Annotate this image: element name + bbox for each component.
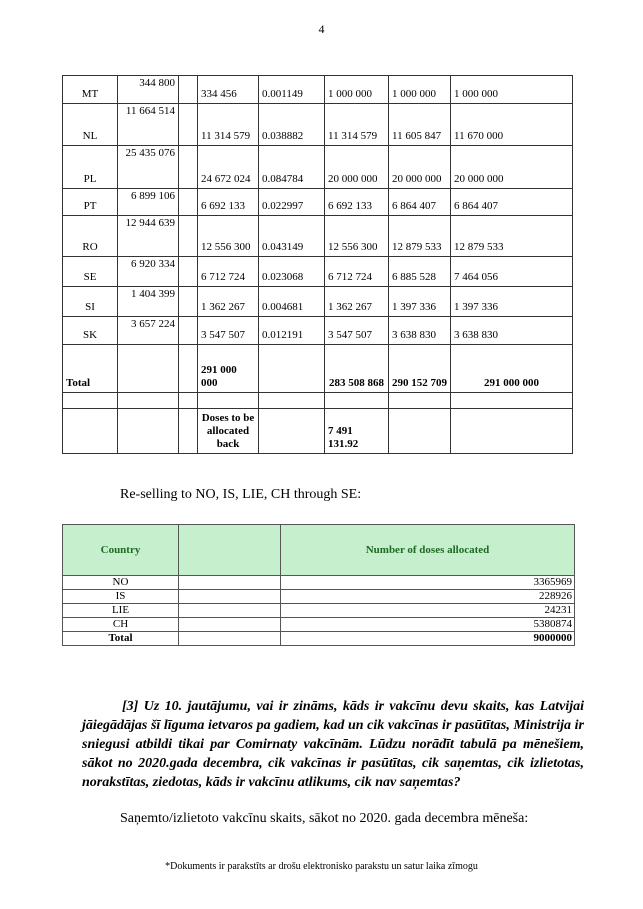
subheading: Saņemto/izlietoto vakcīnu skaits, sākot no 2020. gada decembra mēneša: [120, 811, 529, 826]
value-cell [179, 257, 198, 287]
empty-cell [179, 590, 281, 604]
country-cell: PT [63, 189, 118, 216]
signature-footer: *Dokuments ir parakstīts ar drošu elektronisko parakstu un satur laika zīmogu [165, 861, 478, 872]
value-cell: 12 556 300 [198, 216, 259, 257]
blank-row [63, 393, 573, 409]
empty-cell [389, 393, 451, 409]
value-cell: 20 000 000 [451, 146, 573, 189]
value-cell [179, 146, 198, 189]
value-cell: 334 456 [198, 76, 259, 104]
doses-back-value: 7 491 131.92 [325, 409, 389, 454]
value-cell: 1 397 336 [389, 287, 451, 317]
value-cell [179, 216, 198, 257]
total-cell: 291 000 000 [451, 345, 573, 393]
value-cell: 0.038882 [259, 104, 325, 146]
empty-cell [118, 409, 179, 454]
empty-cell [63, 393, 118, 409]
country-cell: IS [63, 590, 179, 604]
value-cell: 12 879 533 [389, 216, 451, 257]
total-cell: Total [63, 345, 118, 393]
empty-cell [451, 393, 573, 409]
header-row [63, 525, 575, 576]
value-cell: 11 605 847 [389, 104, 451, 146]
value-cell: 1 397 336 [451, 287, 573, 317]
value-cell: 0.023068 [259, 257, 325, 287]
value-cell: 6 864 407 [389, 189, 451, 216]
empty-cell [179, 604, 281, 618]
doses-cell: 228926 [281, 590, 575, 604]
value-cell: 11 670 000 [451, 104, 573, 146]
table-row [63, 257, 573, 287]
value-cell: 24 672 024 [198, 146, 259, 189]
table-row [63, 604, 575, 618]
doses-cell: 9000000 [281, 632, 575, 646]
doses-cell: 3365969 [281, 576, 575, 590]
value-cell: 0.084784 [259, 146, 325, 189]
value-cell: 1 404 399 [118, 287, 179, 317]
table-row [63, 104, 573, 146]
table-row [63, 618, 575, 632]
value-cell: 20 000 000 [389, 146, 451, 189]
value-cell: 11 314 579 [198, 104, 259, 146]
value-cell: 3 547 507 [198, 317, 259, 345]
country-cell: NL [63, 104, 118, 146]
value-cell: 3 657 224 [118, 317, 179, 345]
value-cell: 0.043149 [259, 216, 325, 257]
value-cell: 6 692 133 [198, 189, 259, 216]
country-cell: SI [63, 287, 118, 317]
value-cell [179, 104, 198, 146]
empty-cell [179, 618, 281, 632]
value-cell [179, 189, 198, 216]
empty-cell [325, 393, 389, 409]
value-cell [179, 317, 198, 345]
doses-cell: 5380874 [281, 618, 575, 632]
country-cell: SK [63, 317, 118, 345]
total-cell [118, 345, 179, 393]
column-header: Country [63, 525, 179, 576]
value-cell: 11 314 579 [325, 104, 389, 146]
empty-cell [198, 393, 259, 409]
column-header: Number of doses allocated [281, 525, 575, 576]
empty-cell [179, 393, 198, 409]
reselling-table [62, 524, 575, 646]
country-cell: RO [63, 216, 118, 257]
value-cell: 6 899 106 [118, 189, 179, 216]
value-cell: 6 692 133 [325, 189, 389, 216]
value-cell: 0.001149 [259, 76, 325, 104]
value-cell: 6 920 334 [118, 257, 179, 287]
question-paragraph: [3] Uz 10. jautājumu, vai ir zināms, kāds ir vakcīnu devu skaits, kas Latvijai jāiegādājas šī līguma ietvaros pa gadiem, kad un cik vakcīnas ir pasūtītas, Ministrija ir sniegusi atbildi tikai par Comirnaty vakcīnām. Lūdzu norādīt tabulā pa mēnešiem, sākot no 2020.gada decembra, cik vakcīnas ir pasūtītas, cik saņemtas, cik izlietotas, norakstītas, ziedotas, kāds ir vakcīnu atlikums, cik nav saņemtas? [82, 699, 584, 790]
value-cell: 12 944 639 [118, 216, 179, 257]
value-cell: 1 000 000 [451, 76, 573, 104]
country-cell: MT [63, 76, 118, 104]
value-cell [179, 76, 198, 104]
country-cell: SE [63, 257, 118, 287]
page-number: 4 [318, 22, 325, 36]
value-cell: 344 800 [118, 76, 179, 104]
value-cell: 6 712 724 [325, 257, 389, 287]
total-cell: 290 152 709 [389, 345, 451, 393]
table-row [63, 590, 575, 604]
empty-cell [179, 409, 198, 454]
column-header [179, 525, 281, 576]
value-cell: 20 000 000 [325, 146, 389, 189]
value-cell: 1 000 000 [325, 76, 389, 104]
country-cell: NO [63, 576, 179, 590]
table-row [63, 146, 573, 189]
country-cell: CH [63, 618, 179, 632]
table-row [63, 317, 573, 345]
value-cell: 1 362 267 [325, 287, 389, 317]
table-row [63, 189, 573, 216]
value-cell: 6 864 407 [451, 189, 573, 216]
allocation-table [62, 75, 573, 454]
doses-back-label: Doses to be allocated back [198, 409, 259, 454]
value-cell: 7 464 056 [451, 257, 573, 287]
empty-cell [118, 393, 179, 409]
value-cell: 6 885 528 [389, 257, 451, 287]
country-cell: Total [63, 632, 179, 646]
table-row [63, 76, 573, 104]
value-cell: 6 712 724 [198, 257, 259, 287]
empty-cell [63, 409, 118, 454]
total-cell: 283 508 868 [325, 345, 389, 393]
value-cell: 1 000 000 [389, 76, 451, 104]
value-cell: 11 664 514 [118, 104, 179, 146]
total-cell [179, 345, 198, 393]
empty-cell [179, 632, 281, 646]
empty-cell [451, 409, 573, 454]
reselling-title: Re-selling to NO, IS, LIE, CH through SE: [120, 487, 362, 502]
empty-cell [259, 393, 325, 409]
value-cell [179, 287, 198, 317]
total-row [63, 345, 573, 393]
empty-cell [179, 576, 281, 590]
table-row [63, 216, 573, 257]
value-cell: 0.004681 [259, 287, 325, 317]
total-row [63, 632, 575, 646]
total-cell [259, 345, 325, 393]
value-cell: 1 362 267 [198, 287, 259, 317]
country-cell: PL [63, 146, 118, 189]
doses-back-row [63, 409, 573, 454]
total-cell: 291 000 000 [198, 345, 259, 393]
value-cell: 12 556 300 [325, 216, 389, 257]
doses-cell: 24231 [281, 604, 575, 618]
value-cell: 3 638 830 [389, 317, 451, 345]
value-cell: 0.012191 [259, 317, 325, 345]
value-cell: 3 547 507 [325, 317, 389, 345]
empty-cell [389, 409, 451, 454]
table-row [63, 576, 575, 590]
value-cell: 12 879 533 [451, 216, 573, 257]
value-cell: 0.022997 [259, 189, 325, 216]
country-cell: LIE [63, 604, 179, 618]
empty-cell [259, 409, 325, 454]
value-cell: 3 638 830 [451, 317, 573, 345]
table-row [63, 287, 573, 317]
value-cell: 25 435 076 [118, 146, 179, 189]
